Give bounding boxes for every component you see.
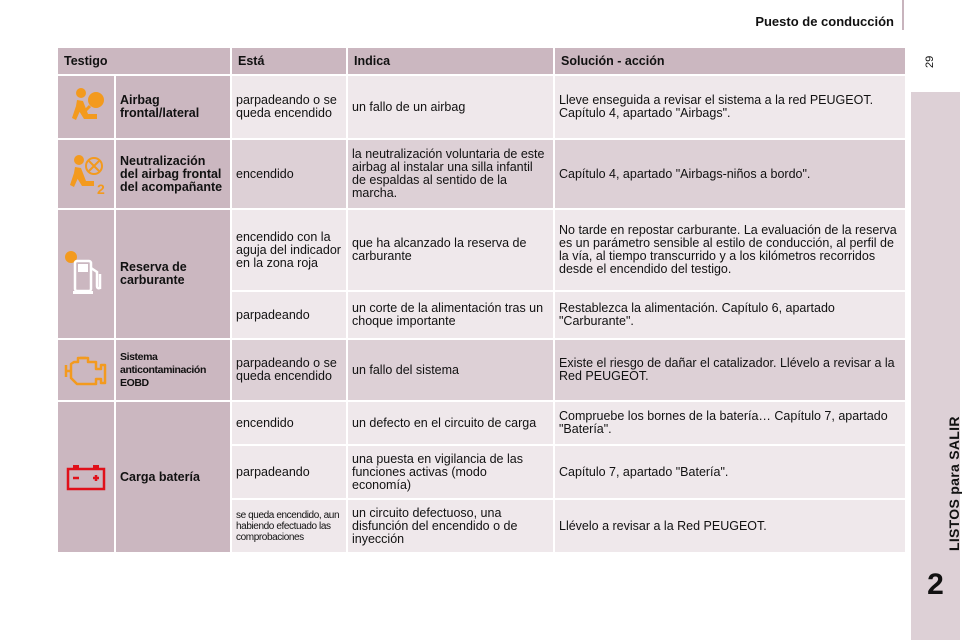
cell-solucion: Lleve enseguida a revisar el sistema a la red PEUGEOT. Capítulo 4, apartado "Airbags". — [555, 76, 905, 138]
chapter-side-label: LISTOS para SALIR — [946, 416, 962, 551]
cell-esta: encendido con la aguja del indicador en la zona roja — [232, 210, 346, 290]
column-header-testigo: Testigo — [58, 48, 230, 74]
cell-esta: parpadeando o se queda encendido — [232, 76, 346, 138]
cell-indica: una puesta en vigilancia de las funciones activas (modo economía) — [348, 446, 553, 498]
cell-esta: se queda encendido, aun habiendo efectuado las comprobaciones — [232, 500, 346, 552]
airbag-off-icon — [58, 140, 114, 208]
chapter-number: 2 — [927, 568, 944, 601]
warning-name: Airbag frontal/lateral — [116, 76, 230, 138]
cell-esta: encendido — [232, 140, 346, 208]
cell-indica: un fallo de un airbag — [348, 76, 553, 138]
column-header-indica: Indica — [348, 48, 553, 74]
chapter-side-tab — [911, 92, 960, 640]
cell-solucion: Capítulo 7, apartado "Batería". — [555, 446, 905, 498]
column-header-solucion: Solución - acción — [555, 48, 905, 74]
cell-esta: parpadeando — [232, 446, 346, 498]
cell-solucion: Llévelo a revisar a la Red PEUGEOT. — [555, 500, 905, 552]
table-row — [58, 402, 905, 444]
cell-indica: la neutralización voluntaria de este airbag al instalar una silla infantil de espaldas al sentido de la marcha. — [348, 140, 553, 208]
table-header-row — [58, 48, 905, 74]
warning-name: Sistema anticontaminación EOBD — [116, 340, 230, 400]
cell-solucion: Existe el riesgo de dañar el catalizador. Llévelo a revisar a la Red PEUGEOT. — [555, 340, 905, 400]
cell-indica: un fallo del sistema — [348, 340, 553, 400]
warning-name: Carga batería — [116, 402, 230, 552]
table-row — [58, 140, 905, 208]
fuel-pump-icon — [58, 210, 114, 338]
svg-text:2: 2 — [97, 181, 105, 197]
cell-solucion: Restablezca la alimentación. Capítulo 6, apartado "Carburante". — [555, 292, 905, 338]
cell-esta: parpadeando — [232, 292, 346, 338]
warning-lights-table — [56, 46, 907, 554]
airbag-icon — [58, 76, 114, 138]
cell-indica: un circuito defectuoso, una disfunción del encendido o de inyección — [348, 500, 553, 552]
page-number: 29 — [924, 55, 936, 68]
cell-solucion: Compruebe los bornes de la batería… Capítulo 7, apartado "Batería". — [555, 402, 905, 444]
cell-solucion: No tarde en repostar carburante. La evaluación de la reserva es un parámetro sensible al estilo de conducción, al perfil de la vía, al tiempo transcurrido y a los kilómetros recorridos desde el encendido del testigo. — [555, 210, 905, 290]
cell-esta: encendido — [232, 402, 346, 444]
battery-icon — [58, 402, 114, 552]
table-row — [58, 340, 905, 400]
page-header-title: Puesto de conducción — [755, 14, 894, 29]
header-divider — [902, 0, 904, 30]
cell-indica: que ha alcanzado la reserva de carburante — [348, 210, 553, 290]
cell-solucion: Capítulo 4, apartado "Airbags-niños a bordo". — [555, 140, 905, 208]
engine-icon — [58, 340, 114, 400]
cell-indica: un corte de la alimentación tras un choque importante — [348, 292, 553, 338]
cell-esta: parpadeando o se queda encendido — [232, 340, 346, 400]
table-row — [58, 210, 905, 290]
warning-name: Neutralización del airbag frontal del acompañante — [116, 140, 230, 208]
column-header-esta: Está — [232, 48, 346, 74]
warning-name: Reserva de carburante — [116, 210, 230, 338]
table-row — [58, 76, 905, 138]
cell-indica: un defecto en el circuito de carga — [348, 402, 553, 444]
